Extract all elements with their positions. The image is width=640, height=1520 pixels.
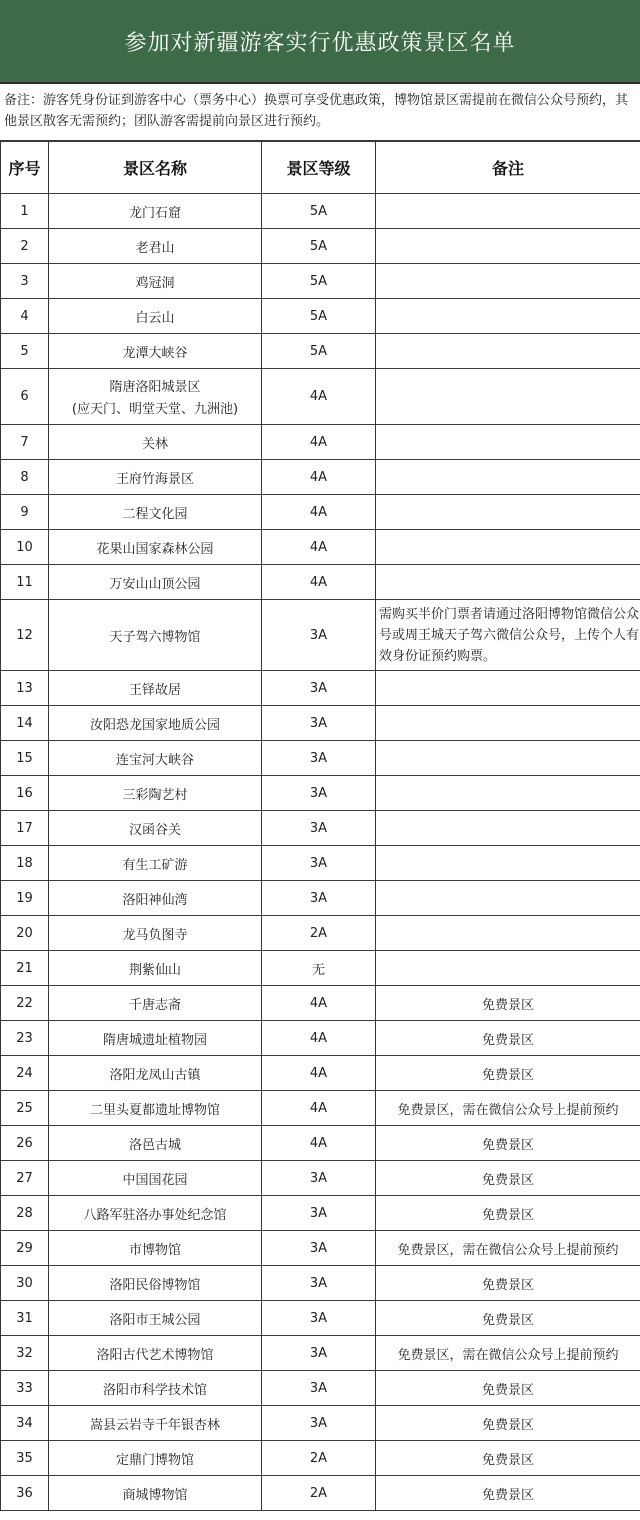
table-row xyxy=(1,1301,640,1336)
cell-number: 34 xyxy=(1,1406,49,1441)
cell-name xyxy=(49,951,262,986)
cell-remark: 免费景区 xyxy=(376,986,640,1021)
table-row xyxy=(1,1336,640,1371)
cell-name xyxy=(49,299,262,334)
cell-name-text: 洛阳民俗博物馆 xyxy=(109,1277,201,1293)
cell-name-text: 王铎故居 xyxy=(128,682,181,698)
table-row xyxy=(1,495,640,530)
cell-grade: 2A xyxy=(262,1476,376,1511)
cell-name xyxy=(49,706,262,741)
cell-remark xyxy=(376,671,640,706)
cell-name-text: 花果山国家森林公园 xyxy=(96,541,214,557)
cell-grade: 3A xyxy=(262,846,376,881)
table-row xyxy=(1,706,640,741)
table-row xyxy=(1,369,640,425)
cell-name-text: 连宝河大峡谷 xyxy=(115,752,194,768)
cell-name-text: 汉函谷关 xyxy=(128,822,181,838)
table-row xyxy=(1,916,640,951)
table-row xyxy=(1,811,640,846)
table-row xyxy=(1,776,640,811)
cell-name-text: 定鼎门博物馆 xyxy=(115,1452,194,1468)
cell-name xyxy=(49,1161,262,1196)
cell-name xyxy=(49,741,262,776)
cell-remark xyxy=(376,951,640,986)
cell-name-text: 老君山 xyxy=(135,240,175,256)
cell-name-text: 市博物馆 xyxy=(128,1242,181,1258)
table-header-row xyxy=(1,141,640,194)
cell-name xyxy=(49,425,262,460)
cell-grade: 4A xyxy=(262,1126,376,1161)
table-row xyxy=(1,846,640,881)
cell-remark xyxy=(376,369,640,425)
cell-name-text: 洛阳市科学技术馆 xyxy=(102,1382,207,1398)
cell-name xyxy=(49,916,262,951)
table-row xyxy=(1,1196,640,1231)
cell-remark xyxy=(376,460,640,495)
table-row xyxy=(1,1406,640,1441)
cell-number: 20 xyxy=(1,916,49,951)
cell-number: 25 xyxy=(1,1091,49,1126)
cell-remark: 免费景区 xyxy=(376,1371,640,1406)
table-row xyxy=(1,986,640,1021)
cell-name xyxy=(49,811,262,846)
cell-remark: 免费景区 xyxy=(376,1021,640,1056)
cell-remark xyxy=(376,229,640,264)
cell-name xyxy=(49,1126,262,1161)
cell-name xyxy=(49,1441,262,1476)
cell-name-text: 关林 xyxy=(141,436,168,452)
cell-grade: 4A xyxy=(262,369,376,425)
table-row xyxy=(1,881,640,916)
cell-grade: 4A xyxy=(262,425,376,460)
cell-number: 31 xyxy=(1,1301,49,1336)
cell-name xyxy=(49,460,262,495)
table-row xyxy=(1,1021,640,1056)
cell-grade: 3A xyxy=(262,1231,376,1266)
table-row xyxy=(1,1371,640,1406)
cell-name xyxy=(49,1021,262,1056)
column-header-number: 序号 xyxy=(1,141,49,194)
cell-number: 14 xyxy=(1,706,49,741)
cell-name-text: 洛阳龙凤山古镇 xyxy=(109,1067,201,1083)
cell-remark: 免费景区，需在微信公众号上提前预约 xyxy=(376,1091,640,1126)
cell-name-text: 千唐志斋 xyxy=(128,997,181,1013)
cell-name xyxy=(49,1231,262,1266)
cell-grade: 4A xyxy=(262,565,376,600)
cell-number: 22 xyxy=(1,986,49,1021)
cell-number: 19 xyxy=(1,881,49,916)
cell-grade: 5A xyxy=(262,264,376,299)
table-row xyxy=(1,1126,640,1161)
cell-number: 36 xyxy=(1,1476,49,1511)
cell-number: 10 xyxy=(1,530,49,565)
cell-number: 18 xyxy=(1,846,49,881)
column-header-name: 景区名称 xyxy=(49,141,262,194)
cell-grade: 3A xyxy=(262,1161,376,1196)
cell-grade: 3A xyxy=(262,811,376,846)
cell-grade: 4A xyxy=(262,460,376,495)
cell-grade: 3A xyxy=(262,1196,376,1231)
cell-number: 8 xyxy=(1,460,49,495)
cell-remark xyxy=(376,916,640,951)
cell-name xyxy=(49,369,262,425)
cell-number: 1 xyxy=(1,194,49,229)
table-row xyxy=(1,530,640,565)
cell-remark xyxy=(376,811,640,846)
cell-name xyxy=(49,881,262,916)
cell-grade: 4A xyxy=(262,1056,376,1091)
cell-remark: 免费景区 xyxy=(376,1161,640,1196)
cell-remark: 需购买半价门票者请通过洛阳博物馆微信公众号或周王城天子驾六微信公众号，上传个人有效身份证预约购票。 xyxy=(376,600,640,671)
cell-number: 2 xyxy=(1,229,49,264)
cell-number: 11 xyxy=(1,565,49,600)
cell-name xyxy=(49,776,262,811)
cell-name xyxy=(49,194,262,229)
table-row xyxy=(1,1161,640,1196)
page-title-banner xyxy=(0,0,640,84)
cell-remark xyxy=(376,881,640,916)
cell-grade: 3A xyxy=(262,600,376,671)
cell-name xyxy=(49,1196,262,1231)
cell-remark xyxy=(376,706,640,741)
cell-name xyxy=(49,1091,262,1126)
cell-number: 9 xyxy=(1,495,49,530)
table-row xyxy=(1,565,640,600)
cell-grade: 4A xyxy=(262,986,376,1021)
cell-remark: 免费景区 xyxy=(376,1196,640,1231)
cell-grade: 4A xyxy=(262,1021,376,1056)
table-row xyxy=(1,600,640,671)
cell-name-text: 洛阳市王城公园 xyxy=(109,1312,201,1328)
cell-grade: 2A xyxy=(262,1441,376,1476)
cell-remark xyxy=(376,299,640,334)
table-row xyxy=(1,229,640,264)
cell-name xyxy=(49,1056,262,1091)
page-title: 参加对新疆游客实行优惠政策景区名单 xyxy=(124,30,516,56)
cell-grade: 2A xyxy=(262,916,376,951)
cell-remark xyxy=(376,495,640,530)
cell-number: 12 xyxy=(1,600,49,671)
cell-number: 35 xyxy=(1,1441,49,1476)
cell-name-text: 汝阳恐龙国家地质公园 xyxy=(89,717,220,733)
cell-name-text: 天子驾六博物馆 xyxy=(109,629,201,645)
cell-remark: 免费景区 xyxy=(376,1126,640,1161)
cell-remark xyxy=(376,334,640,369)
cell-remark: 免费景区，需在微信公众号上提前预约 xyxy=(376,1336,640,1371)
cell-remark xyxy=(376,194,640,229)
cell-name-text: 万安山山顶公园 xyxy=(109,576,201,592)
table-row xyxy=(1,1231,640,1266)
cell-number: 33 xyxy=(1,1371,49,1406)
table-row xyxy=(1,334,640,369)
cell-name-text: 龙马负图寺 xyxy=(122,927,188,943)
cell-number: 16 xyxy=(1,776,49,811)
cell-name-text: 白云山 xyxy=(135,310,175,326)
cell-name xyxy=(49,600,262,671)
cell-remark xyxy=(376,565,640,600)
cell-number: 6 xyxy=(1,369,49,425)
cell-remark xyxy=(376,425,640,460)
scenic-spots-table xyxy=(0,140,640,1511)
cell-name-text: 中国国花园 xyxy=(122,1172,188,1188)
cell-number: 21 xyxy=(1,951,49,986)
cell-name-text: 二里头夏都遗址博物馆 xyxy=(89,1102,220,1118)
cell-name-text: 王府竹海景区 xyxy=(115,471,194,487)
cell-name-text: 洛邑古城 xyxy=(128,1137,181,1153)
cell-number: 17 xyxy=(1,811,49,846)
cell-remark: 免费景区 xyxy=(376,1301,640,1336)
cell-name xyxy=(49,334,262,369)
cell-name xyxy=(49,530,262,565)
cell-number: 29 xyxy=(1,1231,49,1266)
table-row xyxy=(1,1266,640,1301)
table-row xyxy=(1,951,640,986)
cell-remark xyxy=(376,846,640,881)
cell-name xyxy=(49,565,262,600)
cell-remark: 免费景区 xyxy=(376,1406,640,1441)
cell-number: 32 xyxy=(1,1336,49,1371)
cell-grade: 3A xyxy=(262,671,376,706)
cell-grade: 3A xyxy=(262,1301,376,1336)
cell-number: 5 xyxy=(1,334,49,369)
note-text: 备注：游客凭身份证到游客中心（票务中心）换票可享受优惠政策，博物馆景区需提前在微信公众号预约，其他景区散客无需预约；团队游客需提前向景区进行预约。 xyxy=(4,93,629,129)
table-row xyxy=(1,671,640,706)
table-row xyxy=(1,425,640,460)
cell-remark: 免费景区 xyxy=(376,1056,640,1091)
cell-name xyxy=(49,1476,262,1511)
table-row xyxy=(1,1441,640,1476)
cell-grade: 4A xyxy=(262,530,376,565)
cell-name-text: 有生工矿游 xyxy=(122,857,188,873)
cell-name-text: 隋唐洛阳城景区 xyxy=(109,380,201,395)
cell-remark xyxy=(376,530,640,565)
cell-grade: 3A xyxy=(262,776,376,811)
cell-name xyxy=(49,1336,262,1371)
cell-grade: 3A xyxy=(262,741,376,776)
cell-name xyxy=(49,986,262,1021)
cell-grade: 无 xyxy=(262,951,376,986)
cell-name-text: 嵩县云岩寺千年银杏林 xyxy=(89,1417,220,1433)
cell-remark: 免费景区 xyxy=(376,1476,640,1511)
cell-name xyxy=(49,1266,262,1301)
cell-number: 7 xyxy=(1,425,49,460)
table-row xyxy=(1,299,640,334)
cell-name xyxy=(49,1301,262,1336)
cell-name-text: 商城博物馆 xyxy=(122,1487,188,1503)
cell-grade: 3A xyxy=(262,1406,376,1441)
table-row xyxy=(1,741,640,776)
cell-name xyxy=(49,495,262,530)
table-row xyxy=(1,1476,640,1511)
cell-name-text: 二程文化园 xyxy=(122,506,188,522)
cell-name-text: 八路军驻洛办事处纪念馆 xyxy=(83,1207,227,1223)
cell-name-text: 三彩陶艺村 xyxy=(122,787,188,803)
cell-number: 24 xyxy=(1,1056,49,1091)
cell-name-text: 荆紫仙山 xyxy=(128,962,181,978)
cell-grade: 3A xyxy=(262,1336,376,1371)
cell-remark xyxy=(376,776,640,811)
cell-name xyxy=(49,229,262,264)
cell-name xyxy=(49,264,262,299)
cell-number: 3 xyxy=(1,264,49,299)
cell-name-subtext: (应天门、明堂天堂、九洲池) xyxy=(71,402,239,417)
cell-name-text: 鸡冠洞 xyxy=(135,275,175,291)
cell-grade: 3A xyxy=(262,1266,376,1301)
cell-number: 30 xyxy=(1,1266,49,1301)
table-row xyxy=(1,194,640,229)
cell-number: 13 xyxy=(1,671,49,706)
cell-grade: 5A xyxy=(262,334,376,369)
table-row xyxy=(1,264,640,299)
cell-name-text: 隋唐城遗址植物园 xyxy=(102,1032,207,1048)
cell-remark: 免费景区 xyxy=(376,1441,640,1476)
table-row xyxy=(1,460,640,495)
cell-number: 23 xyxy=(1,1021,49,1056)
cell-grade: 3A xyxy=(262,1371,376,1406)
table-body xyxy=(1,194,640,1511)
cell-name-text: 龙潭大峡谷 xyxy=(122,345,188,361)
cell-grade: 4A xyxy=(262,1091,376,1126)
cell-grade: 4A xyxy=(262,495,376,530)
cell-number: 27 xyxy=(1,1161,49,1196)
cell-remark xyxy=(376,741,640,776)
cell-number: 15 xyxy=(1,741,49,776)
column-header-remark: 备注 xyxy=(376,141,640,194)
column-header-grade: 景区等级 xyxy=(262,141,376,194)
cell-name xyxy=(49,1406,262,1441)
cell-grade: 5A xyxy=(262,229,376,264)
cell-number: 26 xyxy=(1,1126,49,1161)
cell-number: 4 xyxy=(1,299,49,334)
cell-grade: 3A xyxy=(262,706,376,741)
cell-name-text: 龙门石窟 xyxy=(128,205,181,221)
cell-remark: 免费景区 xyxy=(376,1266,640,1301)
cell-name xyxy=(49,1371,262,1406)
cell-grade: 3A xyxy=(262,881,376,916)
cell-grade: 5A xyxy=(262,194,376,229)
cell-name-text: 洛阳神仙湾 xyxy=(122,892,188,908)
cell-number: 28 xyxy=(1,1196,49,1231)
table-row xyxy=(1,1091,640,1126)
cell-grade: 5A xyxy=(262,299,376,334)
cell-name-text: 洛阳古代艺术博物馆 xyxy=(96,1347,214,1363)
cell-name xyxy=(49,846,262,881)
cell-name xyxy=(49,671,262,706)
cell-remark: 免费景区，需在微信公众号上提前预约 xyxy=(376,1231,640,1266)
cell-remark xyxy=(376,264,640,299)
table-row xyxy=(1,1056,640,1091)
